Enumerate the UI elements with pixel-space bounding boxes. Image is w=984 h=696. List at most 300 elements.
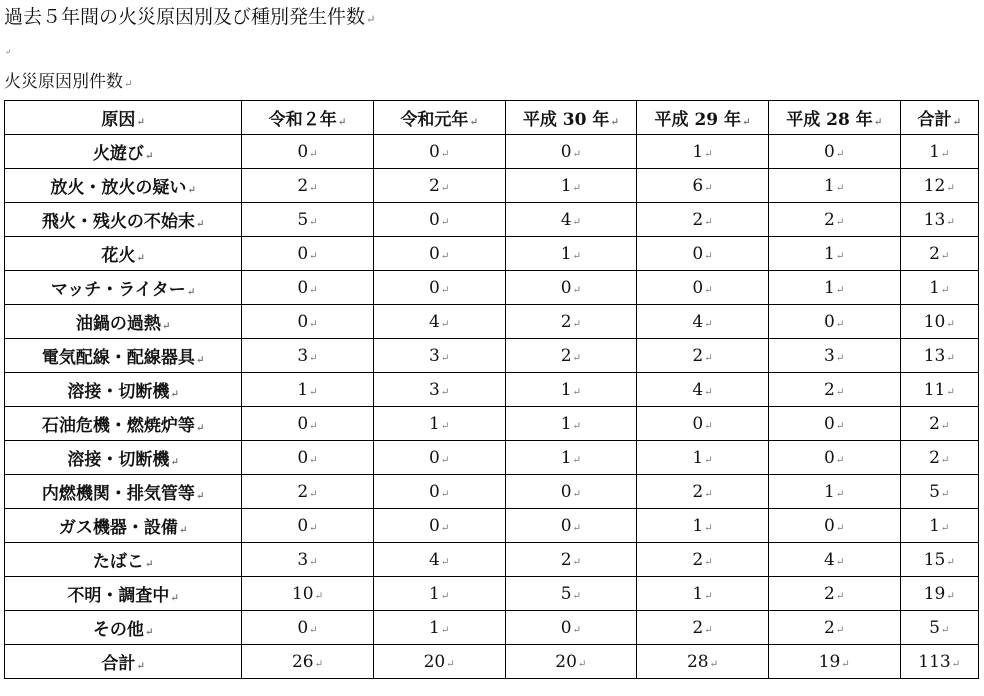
count-cell — [242, 237, 374, 271]
count-cell — [505, 203, 637, 237]
count-cell — [768, 577, 900, 611]
count-cell — [768, 203, 900, 237]
count-cell-text: 0 — [429, 277, 440, 298]
paragraph-mark: ↵ — [835, 250, 845, 262]
count-cell-text: 2 — [929, 447, 940, 468]
cause-cell-text: 内燃機関・排気管等 — [41, 484, 195, 504]
column-header-text: 平成 30 年 — [522, 110, 610, 130]
count-cell-text: 1 — [429, 583, 440, 604]
count-cell-text: 0 — [824, 311, 835, 332]
paragraph-mark: ↵ — [572, 216, 582, 228]
count-cell — [505, 339, 637, 373]
count-cell-text: 0 — [560, 481, 572, 502]
paragraph-mark: ↵ — [440, 624, 450, 636]
count-cell-text: 1 — [929, 515, 940, 536]
count-cell — [373, 271, 505, 305]
count-cell-text: 4 — [692, 311, 704, 332]
count-cell — [637, 611, 769, 645]
paragraph-mark: ↵ — [572, 488, 582, 500]
table-row — [5, 441, 979, 475]
paragraph-mark: ↵ — [835, 556, 845, 568]
count-cell-text: 15 — [923, 549, 946, 570]
count-cell — [373, 645, 505, 679]
count-cell-text: 19 — [923, 583, 946, 604]
count-cell — [373, 305, 505, 339]
count-cell — [242, 135, 374, 169]
column-header-text: 平成 29 年 — [654, 110, 742, 130]
count-cell — [768, 373, 900, 407]
paragraph-mark: ↵ — [572, 250, 582, 262]
count-cell-text: 1 — [692, 141, 704, 162]
paragraph-mark: ↵ — [742, 116, 751, 128]
paragraph-mark: ↵ — [440, 250, 450, 262]
count-cell — [505, 271, 637, 305]
paragraph-mark: ↵ — [940, 624, 950, 636]
count-cell-text: 1 — [560, 413, 572, 434]
table-row — [5, 237, 979, 271]
count-cell-text: 10 — [923, 311, 946, 332]
count-cell-text: 1 — [824, 481, 835, 502]
paragraph-mark: ↵ — [440, 556, 450, 568]
count-cell-text: 0 — [560, 617, 572, 638]
count-cell — [900, 407, 978, 441]
count-cell — [242, 577, 374, 611]
count-cell-text: 0 — [824, 447, 835, 468]
paragraph-mark: ↵ — [337, 116, 347, 128]
cause-cell — [5, 509, 242, 543]
paragraph-mark: ↵ — [178, 524, 188, 536]
table-row — [5, 543, 979, 577]
paragraph-mark: ↵ — [704, 148, 713, 160]
cause-cell — [5, 407, 242, 441]
count-cell-text: 13 — [923, 209, 946, 230]
paragraph-mark: ↵ — [469, 116, 478, 128]
paragraph-mark: ↵ — [946, 386, 955, 398]
count-cell-text: 2 — [929, 413, 940, 434]
count-cell — [900, 475, 978, 509]
table-header-row — [5, 101, 979, 135]
count-cell-text: 3 — [429, 345, 440, 366]
column-header — [505, 101, 637, 135]
paragraph-mark: ↵ — [440, 488, 450, 500]
count-cell — [768, 305, 900, 339]
paragraph-mark: ↵ — [704, 488, 713, 500]
paragraph-mark: ↵ — [572, 556, 582, 568]
paragraph-mark: ↵ — [144, 150, 154, 162]
cause-cell-text: 溶接・切断機 — [67, 450, 170, 470]
paragraph-mark: ↵ — [835, 318, 845, 330]
paragraph-mark: ↵ — [835, 488, 845, 500]
count-cell-text: 4 — [692, 379, 704, 400]
count-cell — [900, 169, 978, 203]
count-cell-text: 2 — [692, 209, 704, 230]
count-cell — [637, 271, 769, 305]
paragraph-mark: ↵ — [835, 182, 845, 194]
column-header-text: 原因 — [101, 110, 136, 130]
paragraph-mark: ↵ — [572, 590, 582, 602]
paragraph-mark: ↵ — [440, 182, 450, 194]
count-cell-text: 1 — [692, 583, 704, 604]
count-cell — [637, 645, 769, 679]
count-cell — [242, 441, 374, 475]
cause-cell — [5, 577, 242, 611]
count-cell — [900, 339, 978, 373]
count-cell-text: 5 — [560, 583, 572, 604]
count-cell-text: 0 — [297, 617, 309, 638]
column-header-text: 平成 28 年 — [786, 110, 873, 130]
count-cell-text: 0 — [297, 447, 309, 468]
paragraph-mark: ↵ — [309, 386, 318, 398]
cause-cell-text: 油鍋の過熱 — [75, 314, 161, 334]
table-row — [5, 305, 979, 339]
paragraph-mark: ↵ — [144, 626, 154, 638]
cause-cell-text: その他 — [92, 620, 144, 640]
count-cell-text: 2 — [692, 549, 704, 570]
count-cell-text: 0 — [692, 413, 704, 434]
paragraph-mark: ↵ — [704, 318, 713, 330]
count-cell-text: 1 — [560, 243, 572, 264]
paragraph-mark: ↵ — [835, 454, 845, 466]
paragraph-mark: ↵ — [161, 320, 171, 332]
paragraph-mark: ↵ — [309, 216, 318, 228]
count-cell — [505, 305, 637, 339]
cause-cell-text: 飛火・残火の不始末 — [41, 212, 195, 232]
column-header-text: 令和元年 — [400, 110, 469, 130]
table-row — [5, 509, 979, 543]
count-cell-text: 28 — [686, 651, 709, 672]
paragraph-mark: ↵ — [136, 252, 145, 264]
count-cell — [900, 645, 978, 679]
count-cell — [637, 305, 769, 339]
paragraph-mark: ↵ — [835, 216, 845, 228]
paragraph-mark: ↵ — [704, 590, 713, 602]
paragraph-mark: ↵ — [314, 590, 324, 602]
table-row — [5, 577, 979, 611]
count-cell — [505, 169, 637, 203]
count-cell-text: 0 — [297, 277, 309, 298]
paragraph-mark: ↵ — [572, 284, 582, 296]
paragraph-mark: ↵ — [440, 420, 450, 432]
paragraph-mark: ↵ — [946, 556, 955, 568]
paragraph-mark: ↵ — [940, 488, 950, 500]
count-cell — [242, 373, 374, 407]
cause-cell — [5, 203, 242, 237]
count-cell-text: 1 — [560, 447, 572, 468]
count-cell — [637, 339, 769, 373]
count-cell-text: 2 — [560, 311, 572, 332]
cause-cell-text: 火遊び — [92, 144, 144, 164]
count-cell — [900, 305, 978, 339]
table-row — [5, 339, 979, 373]
paragraph-mark: ↵ — [144, 558, 154, 570]
cause-cell-text: 放火・放火の疑い — [50, 178, 187, 198]
count-cell-text: 0 — [560, 277, 572, 298]
paragraph-mark: ↵ — [440, 284, 450, 296]
count-cell — [768, 645, 900, 679]
count-cell — [900, 237, 978, 271]
paragraph-mark: ↵ — [309, 148, 318, 160]
count-cell-text: 5 — [297, 209, 309, 230]
paragraph-mark: ↵ — [440, 318, 450, 330]
count-cell-text: 2 — [824, 617, 835, 638]
paragraph-mark: ↵ — [704, 454, 713, 466]
paragraph-mark: ↵ — [835, 284, 845, 296]
count-cell — [242, 271, 374, 305]
count-cell-text: 3 — [429, 379, 440, 400]
count-cell-text: 1 — [692, 447, 704, 468]
count-cell — [242, 339, 374, 373]
paragraph-mark: ↵ — [835, 624, 845, 636]
paragraph-mark: ↵ — [940, 284, 950, 296]
count-cell-text: 0 — [824, 141, 835, 162]
count-cell — [637, 475, 769, 509]
count-cell — [768, 339, 900, 373]
count-cell — [768, 611, 900, 645]
count-cell — [900, 373, 978, 407]
count-cell-text: 1 — [824, 243, 835, 264]
count-cell — [242, 611, 374, 645]
count-cell-text: 2 — [560, 549, 572, 570]
count-cell-text: 19 — [818, 651, 841, 672]
count-cell-text: 0 — [297, 141, 309, 162]
count-cell — [900, 135, 978, 169]
paragraph-mark: ↵ — [835, 590, 845, 602]
paragraph-mark: ↵ — [940, 250, 950, 262]
cause-cell — [5, 645, 242, 679]
paragraph-mark: ↵ — [314, 658, 324, 670]
paragraph-mark: ↵ — [572, 182, 582, 194]
count-cell-text: 1 — [429, 413, 440, 434]
count-cell — [242, 203, 374, 237]
count-cell-text: 1 — [824, 277, 835, 298]
document-title: 過去５年間の火災原因別及び種別発生件数↵ — [4, 6, 376, 28]
paragraph-mark: ↵ — [309, 318, 318, 330]
column-header — [900, 101, 978, 135]
count-cell — [505, 135, 637, 169]
paragraph-mark: ↵ — [440, 522, 450, 534]
count-cell — [373, 543, 505, 577]
cause-cell — [5, 271, 242, 305]
paragraph-mark: ↵ — [704, 386, 713, 398]
cause-cell-text: 石油危機・燃焼炉等 — [41, 416, 195, 436]
count-cell — [242, 169, 374, 203]
cause-cell — [5, 135, 242, 169]
fire-cause-table — [4, 100, 979, 679]
count-cell-text: 4 — [429, 311, 440, 332]
count-cell-text: 2 — [824, 379, 835, 400]
count-cell — [373, 441, 505, 475]
paragraph-mark: ↵ — [170, 388, 179, 400]
count-cell — [768, 475, 900, 509]
paragraph-mark: ↵ — [873, 116, 883, 128]
paragraph-mark: ↵ — [709, 658, 719, 670]
count-cell — [373, 475, 505, 509]
cause-cell-text: 電気配線・配線器具 — [41, 348, 195, 368]
cause-cell — [5, 475, 242, 509]
paragraph-mark: ↵ — [186, 286, 196, 298]
count-cell — [373, 611, 505, 645]
paragraph-mark: ↵ — [704, 284, 713, 296]
count-cell — [505, 543, 637, 577]
count-cell — [505, 611, 637, 645]
count-cell-text: 2 — [429, 175, 440, 196]
count-cell-text: 0 — [692, 243, 704, 264]
count-cell-text: 2 — [297, 481, 309, 502]
column-header — [637, 101, 769, 135]
cause-cell-text: 合計 — [101, 654, 136, 674]
paragraph-mark: ↵ — [940, 148, 950, 160]
paragraph-mark: ↵ — [195, 490, 205, 502]
paragraph-mark: ↵ — [572, 454, 582, 466]
table-body — [5, 135, 979, 679]
paragraph-mark: ↵ — [572, 318, 582, 330]
count-cell — [768, 169, 900, 203]
count-cell — [637, 509, 769, 543]
cause-cell — [5, 169, 242, 203]
count-cell-text: 113 — [918, 651, 951, 672]
count-cell-text: 1 — [929, 141, 940, 162]
count-cell-text: 20 — [555, 651, 577, 672]
count-cell-text: 5 — [929, 617, 940, 638]
count-cell — [373, 339, 505, 373]
column-header — [242, 101, 374, 135]
paragraph-mark: ↵ — [952, 116, 962, 128]
count-cell — [242, 543, 374, 577]
count-cell — [768, 135, 900, 169]
count-cell-text: 0 — [297, 311, 309, 332]
paragraph-mark: ↵ — [572, 624, 582, 636]
paragraph-mark: ↵ — [440, 148, 450, 160]
cause-cell-text: マッチ・ライター — [50, 280, 186, 300]
paragraph-mark: ↵ — [946, 216, 955, 228]
paragraph-mark: ↵ — [704, 556, 713, 568]
count-cell — [768, 509, 900, 543]
paragraph-mark: ↵ — [195, 354, 205, 366]
paragraph-mark: ↵ — [187, 184, 196, 196]
count-cell — [505, 373, 637, 407]
paragraph-mark: ↵ — [309, 522, 318, 534]
count-cell-text: 0 — [297, 243, 309, 264]
count-cell — [637, 577, 769, 611]
column-header — [373, 101, 505, 135]
paragraph-mark: ↵ — [309, 624, 318, 636]
paragraph-mark: ↵ — [309, 284, 318, 296]
cause-cell — [5, 305, 242, 339]
cause-cell — [5, 373, 242, 407]
paragraph-mark: ↵ — [940, 522, 950, 534]
count-cell — [900, 441, 978, 475]
paragraph-mark: ↵ — [572, 420, 582, 432]
count-cell-text: 0 — [560, 141, 572, 162]
count-cell-text: 0 — [692, 277, 704, 298]
paragraph-mark: ↵ — [704, 352, 713, 364]
table-row — [5, 475, 979, 509]
paragraph-mark: ↵ — [940, 454, 950, 466]
count-cell — [373, 577, 505, 611]
paragraph-mark: ↵ — [835, 352, 845, 364]
paragraph-mark: ↵ — [835, 420, 845, 432]
count-cell-text: 4 — [429, 549, 440, 570]
cause-cell-text: たばこ — [92, 552, 144, 572]
paragraph-mark: ↵ — [309, 488, 318, 500]
count-cell — [505, 577, 637, 611]
column-header-text: 令和２年 — [268, 110, 337, 130]
count-cell — [768, 407, 900, 441]
paragraph-mark: ↵ — [835, 386, 845, 398]
cause-cell-text: ガス機器・設備 — [58, 518, 178, 538]
count-cell — [505, 237, 637, 271]
count-cell-text: 1 — [824, 175, 835, 196]
paragraph-mark: ↵ — [309, 250, 318, 262]
paragraph-mark: ↵ — [572, 386, 582, 398]
count-cell-text: 26 — [291, 651, 314, 672]
paragraph-mark: ↵ — [946, 182, 955, 194]
count-cell — [505, 509, 637, 543]
count-cell — [373, 237, 505, 271]
paragraph-mark: ↵ — [440, 590, 450, 602]
paragraph-mark: ↵ — [704, 216, 713, 228]
cause-cell-text: 不明・調査中 — [67, 586, 170, 606]
count-cell-text: 0 — [297, 515, 309, 536]
count-cell-text: 3 — [297, 549, 309, 570]
paragraph-mark: ↵ — [704, 250, 713, 262]
count-cell-text: 0 — [429, 243, 440, 264]
count-cell — [637, 373, 769, 407]
table-row — [5, 169, 979, 203]
paragraph-mark: ↵ — [951, 658, 961, 670]
count-cell-text: 2 — [692, 617, 704, 638]
count-cell — [505, 441, 637, 475]
count-cell — [900, 203, 978, 237]
count-cell-text: 0 — [429, 141, 440, 162]
count-cell — [637, 441, 769, 475]
blank-paragraph — [4, 42, 11, 60]
paragraph-mark: ↵ — [946, 352, 955, 364]
cause-cell — [5, 543, 242, 577]
count-cell — [768, 271, 900, 305]
count-cell-text: 20 — [423, 651, 446, 672]
count-cell — [900, 611, 978, 645]
count-cell-text: 1 — [297, 379, 309, 400]
count-cell-text: 2 — [297, 175, 309, 196]
count-cell — [242, 475, 374, 509]
count-cell — [373, 135, 505, 169]
paragraph-mark: ↵ — [440, 216, 450, 228]
table-row — [5, 271, 979, 305]
count-cell-text: 1 — [929, 277, 940, 298]
count-cell-text: 1 — [692, 515, 704, 536]
count-cell-text: 5 — [929, 481, 940, 502]
paragraph-mark: ↵ — [5, 47, 12, 56]
count-cell-text: 13 — [923, 345, 946, 366]
paragraph-mark: ↵ — [440, 454, 450, 466]
count-cell-text: 0 — [824, 413, 835, 434]
paragraph-mark: ↵ — [309, 420, 318, 432]
paragraph-mark: ↵ — [309, 352, 318, 364]
paragraph-mark: ↵ — [309, 454, 318, 466]
count-cell-text: 2 — [560, 345, 572, 366]
column-header — [5, 101, 242, 135]
paragraph-mark: ↵ — [124, 79, 133, 90]
paragraph-mark: ↵ — [440, 386, 450, 398]
table-row — [5, 611, 979, 645]
count-cell-text: 12 — [923, 175, 946, 196]
count-cell — [637, 407, 769, 441]
cause-cell-text: 花火 — [101, 246, 136, 266]
count-cell-text: 1 — [560, 379, 572, 400]
count-cell-text: 1 — [429, 617, 440, 638]
count-cell — [768, 543, 900, 577]
